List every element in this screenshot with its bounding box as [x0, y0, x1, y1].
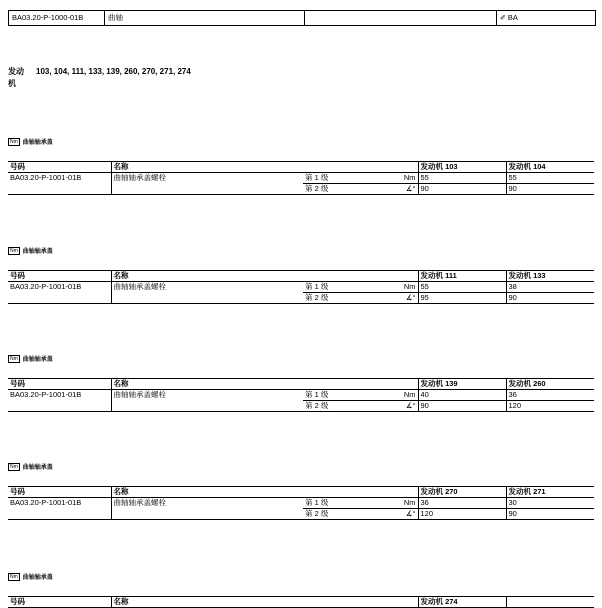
value: 55 — [506, 173, 594, 184]
header-tag: BA — [507, 13, 518, 22]
col-engine-a: 发动机 270 — [418, 487, 506, 498]
stage-1: 第 1 级 — [303, 173, 373, 184]
torque-icon: Nm — [10, 355, 18, 362]
torque-icon: Nm — [10, 247, 18, 254]
tool-icon: ✐ — [500, 15, 506, 22]
stage-2: 第 2 级 — [303, 184, 373, 195]
col-engine-a: 发动机 274 — [418, 597, 506, 608]
torque-table: 号码 名称 发动机 270 发动机 271 BA03.20-P-1001-01B 曲轴轴承盖螺栓 第 1 级 Nm 36 30 第 2 级 ∡° 120 90 — [8, 486, 594, 520]
col-engine-b: 发动机 260 — [506, 379, 594, 390]
engine-label: 发动 机 — [8, 67, 24, 88]
torque-table: 号码 名称 发动机 111 发动机 133 BA03.20-P-1001-01B 曲轴轴承盖螺栓 第 1 级 Nm 55 38 第 2 级 ∡° 95 90 — [8, 270, 594, 304]
col-engine-a: 发动机 139 — [418, 379, 506, 390]
torque-table — [8, 161, 594, 195]
header-empty-cell — [305, 11, 497, 25]
col-number: 号码 — [8, 162, 111, 173]
engine-numbers: 103, 104, 111, 133, 139, 260, 270, 271, 274 — [36, 67, 191, 76]
section-title: Nm 曲轴轴承盖 — [10, 138, 53, 146]
unit-nm: Nm — [373, 173, 418, 184]
section-title: Nm 曲轴轴承盖 — [10, 247, 53, 255]
col-engine-a: 发动机 103 — [418, 162, 506, 173]
doc-number: BA03.20-P-1000-01B — [9, 11, 105, 25]
col-engine-b: 发动机 104 — [506, 162, 594, 173]
col-name: 名称 — [111, 162, 303, 173]
section-title: Nm 曲轴轴承盖 — [10, 355, 53, 363]
torque-icon: Nm — [10, 463, 18, 470]
part-number: BA03.20-P-1001-01B — [10, 173, 82, 182]
unit-angle: ∡° — [373, 184, 418, 195]
torque-table: 号码 名称 发动机 274 — [8, 596, 594, 608]
header-tag-cell — [497, 11, 595, 25]
doc-title: 曲轴 — [105, 11, 305, 25]
torque-table: 号码 名称 发动机 139 发动机 260 BA03.20-P-1001-01B 曲轴轴承盖螺栓 第 1 级 Nm 40 36 第 2 级 ∡° 90 120 — [8, 378, 594, 412]
value: 90 — [506, 184, 594, 195]
col-engine-a: 发动机 111 — [418, 271, 506, 282]
torque-icon: Nm — [10, 573, 18, 580]
value: 55 — [418, 173, 506, 184]
col-engine-b: 发动机 271 — [506, 487, 594, 498]
value: 90 — [418, 184, 506, 195]
section-title: Nm 曲轴轴承盖 — [10, 573, 53, 581]
section-title: Nm 曲轴轴承盖 — [10, 463, 53, 471]
part-name: 曲轴轴承盖螺栓 — [111, 173, 303, 184]
col-engine-b: 发动机 133 — [506, 271, 594, 282]
engine-list — [8, 66, 191, 90]
torque-icon: Nm — [10, 138, 18, 145]
document-header — [8, 10, 596, 26]
